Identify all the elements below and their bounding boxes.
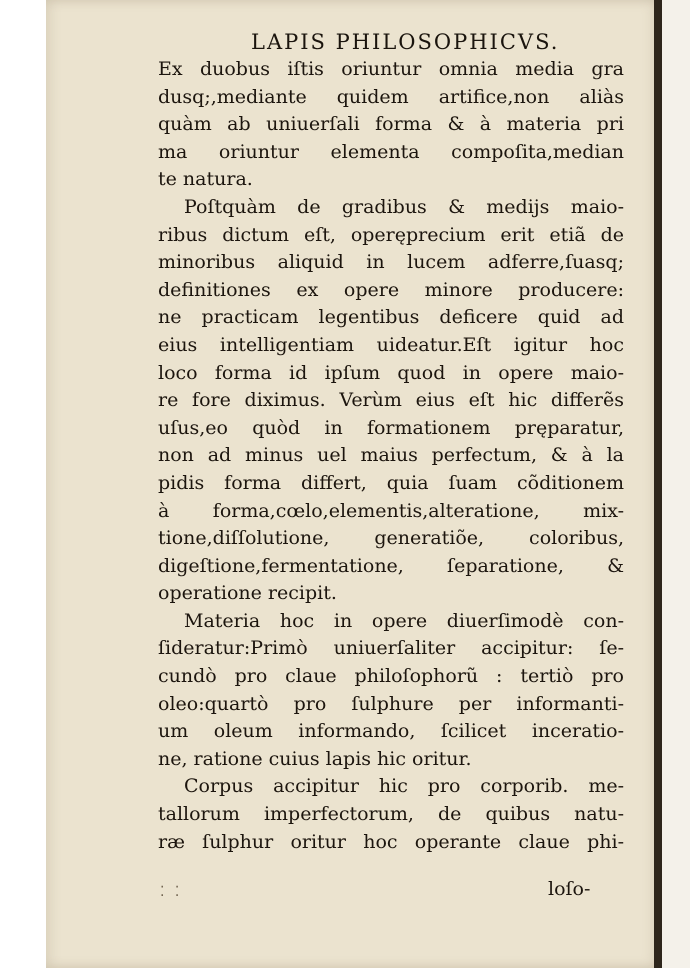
text-line: non ad minus uel maius perfectum, & à la [158,444,624,467]
text-line: cundò pro claue philoſophorũ : tertiò pro [158,665,624,688]
text-line: oleo:quartò pro ſulphure per informanti- [158,692,624,715]
text-line: minoribus aliquid in lucem adferre,ſuasq; [158,251,624,274]
text-line: definitiones ex opere minore producere: [158,278,624,301]
text-line: Corpus accipitur hic pro corporib. me- [184,775,624,798]
text-line: digeſtione,fermentatione, ſeparatione, & [158,554,624,577]
text-line: loco forma id ipſum quod in opere maio- [158,361,624,384]
text-line: tione,diſſolutione, generatiõe, coloribus, [158,527,624,550]
text-line: operatione recipit. [158,582,337,605]
text-line: ſideratur:Primò uniuerſaliter accipitur: ſe- [158,637,624,660]
text-line: ne, ratione cuius lapis hic oritur. [158,747,472,770]
text-line: Poſtquàm de gradibus & medijs maio- [184,195,624,218]
text-line: um oleum informando, ſcilicet inceratio- [158,720,624,743]
text-block [158,56,624,856]
text-line: eius intelligentiam uideatur.Eſt igitur hoc [158,333,624,356]
text-line: re fore diximus. Verùm eius eſt hic differẽs [158,389,624,412]
text-line: Materia hoc in opere diuerſimodè con- [184,609,624,632]
text-line: Ex duobus iſtis oriuntur omnia media gra [158,58,624,80]
text-line: ma oriuntur elementa compoſita,median [158,140,624,163]
text-line: pidis forma differt, quia ſuam cõditionem [158,471,624,494]
text-line: uſus,eo quòd in formationem pręparatur, [158,416,624,439]
text-line: à forma,cœlo,elementis,alteratione, mix- [158,499,624,522]
text-line: dusq;,mediante quidem artifice,non aliàs [158,85,624,108]
page-fold [654,0,662,968]
text-line: te natura. [158,168,253,191]
facing-page-edge [662,0,690,968]
text-line: ne practicam legentibus deficere quid ad [158,306,624,329]
text-line: ribus dictum eſt, operęprecium erit etiã de [158,223,624,246]
text-line: tallorum imperfectorum, de quibus natu- [158,803,624,826]
catchword: loſo- [548,878,591,900]
ink-smudge: ⁚ ⁚ [160,884,183,900]
text-line: quàm ab uniuerſali forma & à materia pri [158,113,624,136]
page-footer [0,878,690,908]
text-line: ræ ſulphur oritur hoc operante claue phi- [158,830,624,853]
running-header: LAPIS PHILOSOPHICVS. [251,30,560,54]
